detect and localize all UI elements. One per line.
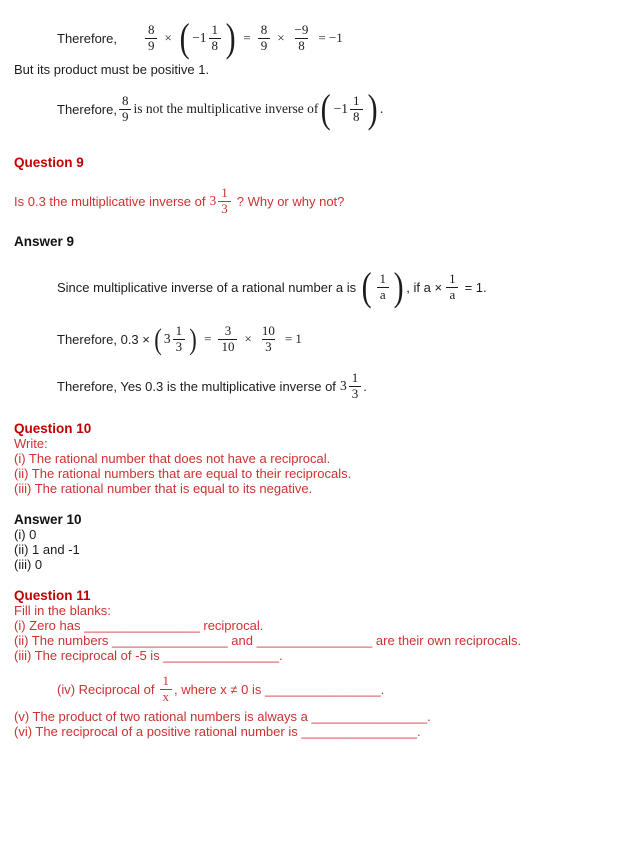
period: .: [379, 101, 384, 116]
fraction-denominator: 9: [119, 109, 132, 125]
mixed-number-integer: 3: [163, 331, 171, 346]
statement-text: But its product must be positive 1.: [14, 62, 210, 77]
multiply-operator: ×: [244, 331, 252, 346]
equation-prefix: Therefore,: [57, 30, 117, 46]
question-text-pre: Is 0.3 the multiplicative inverse of: [14, 193, 206, 209]
question-9-heading: Question 9: [14, 155, 84, 170]
answer-9-line-2: [57, 317, 622, 361]
answer-9-line-1: [57, 263, 622, 311]
fraction-numerator: 1: [351, 369, 359, 385]
right-parenthesis: ): [367, 86, 378, 131]
question-10-intro: Write:: [14, 436, 48, 451]
fraction-numerator: 1: [379, 270, 386, 286]
fraction-denominator: a: [446, 287, 458, 303]
answer-10-heading: Answer 10: [14, 512, 82, 527]
answer-10-item-i: (i) 0: [14, 527, 37, 542]
question-11-item-iv: [57, 669, 622, 709]
question-10-item-iii: (iii) The rational number that is equal to its negative.: [14, 481, 313, 496]
fraction-numerator: 1: [221, 184, 228, 200]
fraction-denominator: 10: [218, 339, 237, 355]
question-text-post: ? Why or why not?: [236, 193, 345, 209]
equation-line-1: [57, 14, 622, 62]
fraction-numerator: 1: [211, 21, 219, 37]
conclusion-prefix: Therefore,: [57, 101, 117, 117]
period: .: [363, 378, 367, 394]
question-11-item-iii: (iii) The reciprocal of -5 is ________________.: [14, 648, 283, 663]
fraction: [259, 324, 278, 354]
fraction-numerator: −9: [294, 21, 309, 37]
answer-9-heading: Answer 9: [14, 234, 75, 249]
fraction-numerator: 8: [147, 21, 155, 37]
question-11-intro: Fill in the blanks:: [14, 603, 111, 618]
multiply-operator: ×: [164, 30, 172, 45]
question-10-heading: Question 10: [14, 421, 92, 436]
multiply-operator: ×: [277, 30, 285, 45]
equation-result: = 1: [284, 331, 302, 346]
fraction-denominator: 8: [295, 38, 308, 54]
question-11-item-i: (i) Zero has ________________ reciprocal.: [14, 618, 264, 633]
question-9-text: [14, 184, 622, 218]
question-10-item-ii: (ii) The rational numbers that are equal to their reciprocals.: [14, 466, 352, 481]
answer-10-item-iii: (iii) 0: [14, 557, 43, 572]
right-parenthesis: ): [393, 264, 404, 309]
fraction-denominator: 9: [258, 38, 271, 54]
left-parenthesis: (: [179, 15, 190, 60]
fraction-denominator: x: [160, 689, 173, 705]
blank-item-pre: (iv) Reciprocal of: [57, 681, 155, 697]
answer-conclusion-pre: Therefore, Yes 0.3 is the multiplicative inverse of: [57, 378, 336, 394]
question-11-heading: Question 11: [14, 588, 91, 603]
fraction-denominator: 3: [218, 201, 231, 217]
conclusion-text: is not the multiplicative inverse of: [133, 101, 319, 116]
mixed-number-integer: −1: [333, 101, 349, 116]
fraction-numerator: 10: [261, 322, 275, 338]
fraction-numerator: 1: [353, 92, 360, 108]
fraction: [218, 324, 237, 354]
question-11-item-ii: (ii) The numbers ________________ and ________________ are their own reciprocals.: [14, 633, 522, 648]
fraction: [292, 23, 312, 53]
equals-operator: =: [243, 30, 251, 45]
question-10-item-i: (i) The rational number that does not have a reciprocal.: [14, 451, 331, 466]
mixed-number-integer: 3: [339, 378, 347, 393]
fraction-denominator: 3: [349, 386, 362, 402]
mixed-number-integer: −1: [192, 30, 207, 45]
conclusion-line: [57, 85, 622, 133]
fraction: [258, 23, 271, 53]
fraction-denominator: 3: [173, 339, 186, 355]
fraction-denominator: 3: [262, 339, 275, 355]
answer-text-mid: , if a ×: [406, 279, 443, 295]
answer-10-item-ii: (ii) 1 and -1: [14, 542, 80, 557]
blank-item-post: , where x ≠ 0 is ________________.: [174, 681, 385, 697]
question-11-item-v: (v) The product of two rational numbers is always a ________________.: [14, 709, 431, 724]
left-parenthesis: (: [361, 264, 372, 309]
left-parenthesis: (: [154, 322, 162, 356]
fraction: [446, 272, 459, 302]
fraction-numerator: 1: [449, 270, 456, 286]
fraction-denominator: a: [377, 287, 389, 303]
fraction-denominator: 9: [145, 38, 158, 54]
fraction: [209, 23, 222, 53]
fraction: [350, 94, 363, 124]
fraction: [119, 94, 132, 124]
fraction-numerator: 8: [260, 21, 268, 37]
fraction: [349, 371, 362, 401]
right-parenthesis: ): [225, 15, 236, 60]
fraction-numerator: 8: [121, 92, 129, 108]
fraction-denominator: 8: [209, 38, 222, 54]
fraction: [173, 324, 186, 354]
answer-equation-pre: Therefore, 0.3 ×: [57, 331, 150, 347]
fraction-numerator: 3: [224, 322, 232, 338]
fraction-numerator: 1: [175, 322, 183, 338]
answer-text-pre: Since multiplicative inverse of a rational number a is: [57, 279, 357, 295]
question-11-item-vi: (vi) The reciprocal of a positive rational number is ________________.: [14, 724, 421, 739]
right-parenthesis: ): [189, 322, 197, 356]
equation-result: = −1: [318, 30, 343, 45]
answer-9-line-3: [57, 367, 622, 405]
fraction-numerator: 1: [162, 672, 170, 688]
fraction: [218, 186, 231, 216]
mixed-number-integer: 3: [209, 193, 217, 208]
fraction: [145, 23, 158, 53]
fraction-denominator: 8: [350, 109, 363, 125]
fraction: [376, 272, 389, 302]
fraction: [160, 674, 173, 704]
equals-operator: =: [204, 331, 212, 346]
answer-text-post: = 1.: [464, 279, 487, 295]
left-parenthesis: (: [320, 86, 331, 131]
